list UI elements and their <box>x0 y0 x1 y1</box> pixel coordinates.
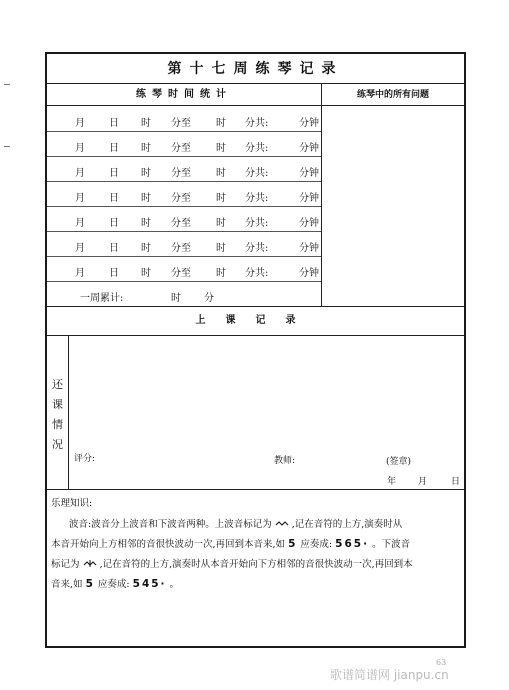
practice-log-row <box>47 232 321 257</box>
edge-mark <box>4 84 10 85</box>
note-result: 545· <box>132 578 167 590</box>
month-label: 月 <box>75 168 85 179</box>
month-label: 月 <box>75 268 85 279</box>
theory-text: 。下波音 <box>372 539 411 550</box>
weekly-total-label: 一周累计: <box>80 293 124 304</box>
practice-log-row <box>47 257 321 282</box>
practice-log-row <box>47 107 321 132</box>
minute-total-label: 分共: <box>245 193 269 204</box>
date-day-label: 日 <box>451 477 461 487</box>
page-number: 63 <box>436 658 447 667</box>
column-divider <box>321 84 322 306</box>
score-label: 评分: <box>74 454 96 464</box>
day-label: 日 <box>109 118 119 129</box>
theory-line <box>69 516 402 530</box>
practice-log-row <box>47 207 321 232</box>
hour-label: 时 <box>141 243 151 254</box>
review-label-char: 还 <box>52 378 63 391</box>
minutes-label: 分钟 <box>299 168 319 179</box>
minute-to-label: 分至 <box>171 143 191 154</box>
hour-label: 时 <box>141 218 151 229</box>
day-label: 日 <box>109 268 119 279</box>
edge-mark <box>4 146 10 147</box>
hour2-label: 时 <box>216 218 226 229</box>
hour2-label: 时 <box>216 118 226 129</box>
practice-stats-header: 练琴时间统计 <box>47 84 321 106</box>
minutes-label: 分钟 <box>299 143 319 154</box>
minute-to-label: 分至 <box>171 168 191 179</box>
month-label: 月 <box>75 143 85 154</box>
lower-mordent-icon <box>83 559 97 570</box>
teacher-label: 教师: <box>274 456 296 466</box>
theory-heading: 乐理知识: <box>51 498 93 509</box>
minutes-label: 分钟 <box>299 268 319 279</box>
upper-mordent-icon <box>275 519 289 530</box>
minute-total-label: 分共: <box>245 268 269 279</box>
theory-line <box>51 576 179 590</box>
theory-line <box>51 556 413 570</box>
hour2-label: 时 <box>216 243 226 254</box>
day-label: 日 <box>109 243 119 254</box>
hour-label: 时 <box>141 143 151 154</box>
minutes-label: 分钟 <box>299 243 319 254</box>
practice-log-row <box>47 182 321 207</box>
practice-log-row <box>47 132 321 157</box>
minute-total-label: 分共: <box>245 143 269 154</box>
minutes-label: 分钟 <box>299 193 319 204</box>
theory-text: 本音开始向上方相邻的音很快波动一次,再回到本音来,如 <box>51 539 286 550</box>
minute-to-label: 分至 <box>171 118 191 129</box>
day-label: 日 <box>109 218 119 229</box>
hour2-label: 时 <box>216 168 226 179</box>
section-divider <box>47 335 464 336</box>
signature-label: (签章) <box>386 457 412 467</box>
theory-text: 标记为 <box>51 559 80 570</box>
watermark: 歌谱简谱网 jianpu.cn <box>330 668 449 682</box>
minute-to-label: 分至 <box>171 218 191 229</box>
hour2-label: 时 <box>216 193 226 204</box>
theory-text: 应奏成: <box>300 539 333 550</box>
hour2-label: 时 <box>216 268 226 279</box>
theory-text: 波音:波音分上波音和下波音两种。上波音标记为 <box>69 519 272 530</box>
review-status-label <box>47 336 69 490</box>
note-example: 5 <box>288 538 298 550</box>
weekly-total-minute: 分 <box>204 293 214 304</box>
minute-to-label: 分至 <box>171 243 191 254</box>
note-result: 565· <box>335 538 370 550</box>
hour-label: 时 <box>141 118 151 129</box>
hour-label: 时 <box>141 168 151 179</box>
month-label: 月 <box>75 243 85 254</box>
minute-total-label: 分共: <box>245 243 269 254</box>
review-label-char: 况 <box>52 438 63 451</box>
date-year-label: 年 <box>387 477 397 487</box>
minute-to-label: 分至 <box>171 193 191 204</box>
hour2-label: 时 <box>216 143 226 154</box>
problems-header: 练琴中的所有问题 <box>322 84 464 106</box>
month-label: 月 <box>75 193 85 204</box>
theory-text: 。 <box>169 579 180 590</box>
day-label: 日 <box>109 143 119 154</box>
weekly-total-hour: 时 <box>171 293 181 304</box>
theory-line <box>51 536 410 550</box>
review-label-char: 情 <box>52 418 63 431</box>
minute-total-label: 分共: <box>245 118 269 129</box>
note-example: 5 <box>85 578 95 590</box>
music-theory-section <box>47 490 464 646</box>
month-label: 月 <box>75 118 85 129</box>
theory-text: 应奏成: <box>97 579 130 590</box>
date-month-label: 月 <box>418 477 428 487</box>
minutes-label: 分钟 <box>299 118 319 129</box>
review-label-char: 课 <box>52 398 63 411</box>
minutes-label: 分钟 <box>299 218 319 229</box>
practice-log-row <box>47 157 321 182</box>
sheet-title: 第十七周练琴记录 <box>47 54 464 84</box>
day-label: 日 <box>109 168 119 179</box>
theory-text: ,记在音符的上方,演奏时从本音开始向下方相邻的音很快波动一次,再回到本 <box>99 559 413 570</box>
minute-to-label: 分至 <box>171 268 191 279</box>
lesson-record-header: 上课记录 <box>195 315 316 326</box>
hour-label: 时 <box>141 268 151 279</box>
theory-text: 音来,如 <box>51 579 83 590</box>
weekly-total-row <box>47 281 321 306</box>
hour-label: 时 <box>141 193 151 204</box>
minute-total-label: 分共: <box>245 168 269 179</box>
minute-total-label: 分共: <box>245 218 269 229</box>
month-label: 月 <box>75 218 85 229</box>
day-label: 日 <box>109 193 119 204</box>
theory-text: ,记在音符的上方,演奏时从 <box>291 519 403 530</box>
